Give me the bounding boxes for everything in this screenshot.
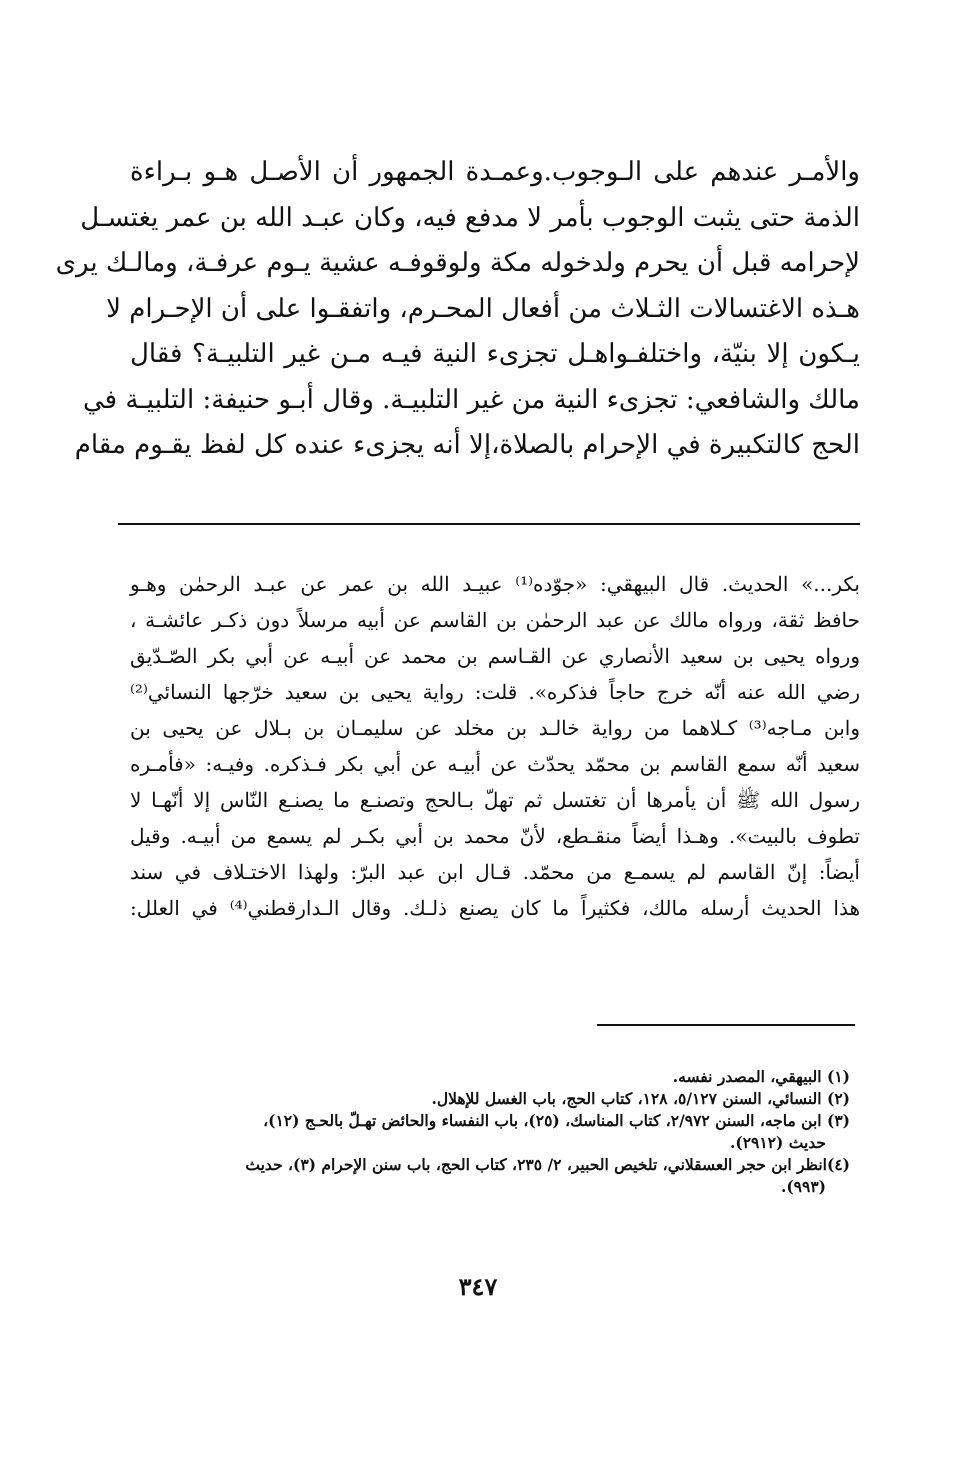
commentary-line: رضي الله عنه أنّه خرج حاجاً فذكره». قلت: رواية يحيى بن سعيد خرّجها النسائي⁽²⁾ <box>130 680 860 704</box>
main-text-divider <box>118 523 860 525</box>
commentary-line: حافظ ثقة، ورواه مالك عن عبد الرحمٰن بن القاسم عن أبيه مرسلاً دون ذكـر عائشـة ، <box>130 608 860 632</box>
footnote-4: (٤)انظر ابن حجر العسقلاني، تلخيص الحبير، ٢/ ٢٣٥، كتاب الحج، باب سنن الإحرام (٣)، حديث <box>245 1155 850 1174</box>
commentary-line: بكر...» الحديث. قال البيهقي: «جوّده⁽¹⁾ عبيـد الله بن عمر عن عبـد الرحمٰن وهـو <box>130 572 860 596</box>
commentary-line: هذا الحديث أرسله مالك، فكثيراً ما كان يصنع ذلـك. وقال الـدارقطني⁽⁴⁾ في العلل: <box>130 896 860 920</box>
page-number: ٣٤٧ <box>458 1272 498 1301</box>
footnote-3: (٣) ابن ماجه، السنن ٢/٩٧٢، كتاب المناسك، (٢٥)، باب النفساء والحائض تهـلّ بالحـج (١٢)، <box>263 1111 850 1130</box>
footnote-3-continuation: حديث (٢٩١٢). <box>729 1133 826 1152</box>
commentary-line: رسول الله ﷺ أن يأمرها أن تغتسل ثم تهلّ بـالحج وتصنـع ما يصنـع النّاس إلا أنّهـا لا <box>130 788 860 812</box>
main-text-line: والأمـر عندهم على الـوجوب.وعمـدة الجمهور أن الأصـل هـو بـراءة <box>130 157 860 187</box>
main-text-block <box>55 150 860 469</box>
footnote-4-continuation: (٩٩٣). <box>780 1177 826 1196</box>
main-text-line: مالك والشافعي: تجزىء النية من غير التلبيـة. وقال أبـو حنيفة: التلبيـة في <box>82 384 860 415</box>
footnotes-block <box>120 1066 850 1198</box>
footnote-2: (٢) النسائي، السنن ٥/١٢٧، ١٢٨، كتاب الحج، باب الغسل للإهلال. <box>431 1089 850 1108</box>
main-text-line: الحج كالتكبيرة في الإحرام بالصلاة،إلا أنه يجزىء عنده كل لفظ يقـوم مقام <box>74 430 860 460</box>
commentary-line: أيضاً: إنّ القاسم لم يسمـع من محمّد. قـال ابن عبد البرّ: ولهذا الاختـلاف في سند <box>130 860 860 884</box>
main-text-line: لإحرامه قبل أن يحرم ولدخوله مكة ولوقوفـه عشية يـوم عرفـة، ومالـك يرى <box>55 248 860 278</box>
main-text-line: الذمة حتى يثبت الوجوب بأمر لا مدفع فيه، وكان عبـد الله بن عمر يغتسـل <box>80 202 860 233</box>
commentary-block <box>130 566 860 926</box>
commentary-line: ورواه يحيى بن سعيد الأنصاري عن القـاسم بن محمد عن أبيـه عن أبي بكر الصّـدّيق <box>130 644 860 668</box>
footnote-1: (١) البيهقي، المصدر نفسه. <box>672 1067 850 1086</box>
main-text-line: يـكون إلا بنيّة، واختلفـواهـل تجزىء النية فيـه مـن غير التلبيـة؟ فقال <box>130 339 860 369</box>
commentary-line: تطوف بالبيت». وهـذا أيضاً منقـطع، لأنّ محمد بن أبي بكـر لم يسمع من أبيـه. وقيل <box>130 824 860 848</box>
footnote-divider <box>597 1024 855 1026</box>
main-text-line: هـذه الاغتسالات الثـلاث من أفعال المحـرم، واتفقـوا على أن الإحـرام لا <box>106 293 860 324</box>
commentary-line: سعيد أنّه سمع القاسم بن محمّد يحدّث عن أبيـه عن أبي بكر فـذكره. وفيـه: «فأمـره <box>130 752 860 776</box>
commentary-line: وابن مـاجه⁽³⁾ كـلاهما من رواية خالـد بن مخلد عن سليمـان بن بـلال عن يحيى بن <box>130 716 860 740</box>
